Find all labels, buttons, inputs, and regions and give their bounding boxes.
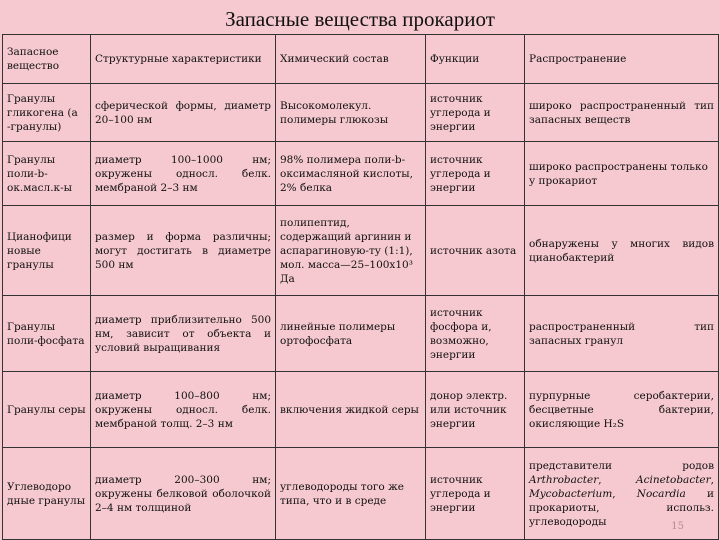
header-function: Функции <box>426 35 525 84</box>
cell-substance: Гранулы гликогена (а -гранулы) <box>3 84 91 142</box>
distribution-prefix: представители родов <box>529 459 714 472</box>
genus-mycobacterium: Mycobacterium <box>529 487 613 500</box>
cell-distribution: распространенный тип запасных гранул <box>525 296 719 372</box>
cell-function: источник углерода и энергии <box>426 448 525 540</box>
cell-chemistry: линейные полимеры ортофосфата <box>276 296 426 372</box>
header-substance: Запасное вещество <box>3 35 91 84</box>
header-chemistry: Химический состав <box>276 35 426 84</box>
separator: , <box>612 487 637 500</box>
table-row <box>3 296 719 372</box>
cell-function: источник фосфора и, возможно, энергии <box>426 296 525 372</box>
cell-function: источник азота <box>426 206 525 296</box>
cell-substance: Гранулы серы <box>3 372 91 448</box>
cell-structure: диаметр 200–300 нм; окружены белковой оболочкой 2–4 нм толщиной <box>91 448 276 540</box>
cell-function: источник углерода и энергии <box>426 84 525 142</box>
cell-chemistry: полипептид, содержащий аргинин и аспарагиновую-ту (1:1), мол. масса—25–100x10³ Да <box>276 206 426 296</box>
cell-distribution: широко распространены только у прокариот <box>525 142 719 206</box>
cell-structure: диаметр приблизительно 500 нм, зависит от объекта и условий выращивания <box>91 296 276 372</box>
cell-chemistry: Высокомолекул. полимеры глюкозы <box>276 84 426 142</box>
slide-title: Запасные вещества прокариот <box>225 7 495 31</box>
cell-distribution: обнаружены у многих видов цианобактерий <box>525 206 719 296</box>
genus-acinetobacter: Acinetobacter <box>636 473 711 486</box>
table-row <box>3 142 719 206</box>
cell-structure: сферической формы, диаметр 20–100 нм <box>91 84 276 142</box>
cell-structure: диаметр 100–800 нм; окружены односл. белк. мембраной толщ. 2–3 нм <box>91 372 276 448</box>
table-header-row <box>3 35 719 84</box>
cell-chemistry: 98% полимера поли-b-оксимасляной кислоты, 2% белка <box>276 142 426 206</box>
cell-distribution <box>525 448 719 540</box>
cell-distribution: широко распространенный тип запасных веществ <box>525 84 719 142</box>
table-row <box>3 372 719 448</box>
cell-chemistry: включения жидкой серы <box>276 372 426 448</box>
cell-function: источник углерода и энергии <box>426 142 525 206</box>
page-number: 15 <box>671 521 684 532</box>
cell-substance: Гранулы поли-b-ок.масл.к-ы <box>3 142 91 206</box>
cell-chemistry: углеводороды того же типа, что и в среде <box>276 448 426 540</box>
cell-structure: диаметр 100–1000 нм; окружены односл. белк. мембраной 2–3 нм <box>91 142 276 206</box>
separator: , <box>598 473 636 486</box>
table-row <box>3 206 719 296</box>
genus-arthrobacter: Arthrobacter <box>529 473 599 486</box>
cell-function: донор электр. или источник энергии <box>426 372 525 448</box>
cell-substance: Гранулы поли-фосфата <box>3 296 91 372</box>
genus-nocardia: Nocardia <box>636 487 686 500</box>
header-structure: Структурные характеристики <box>91 35 276 84</box>
distribution-suffix: и прокариоты, использ. углеводороды <box>529 487 714 528</box>
reserve-substances-table <box>2 34 719 540</box>
cell-structure: размер и форма различны; могут достигать в диаметре 500 нм <box>91 206 276 296</box>
table-row <box>3 448 719 540</box>
cell-distribution: пурпурные серобактерии, бесцветные бактерии, окисляющие H₂S <box>525 372 719 448</box>
cell-substance: Цианофици новые гранулы <box>3 206 91 296</box>
cell-substance: Углеводоро дные гранулы <box>3 448 91 540</box>
table-row <box>3 84 719 142</box>
separator: , <box>710 473 714 486</box>
header-distribution: Распространение <box>525 35 719 84</box>
